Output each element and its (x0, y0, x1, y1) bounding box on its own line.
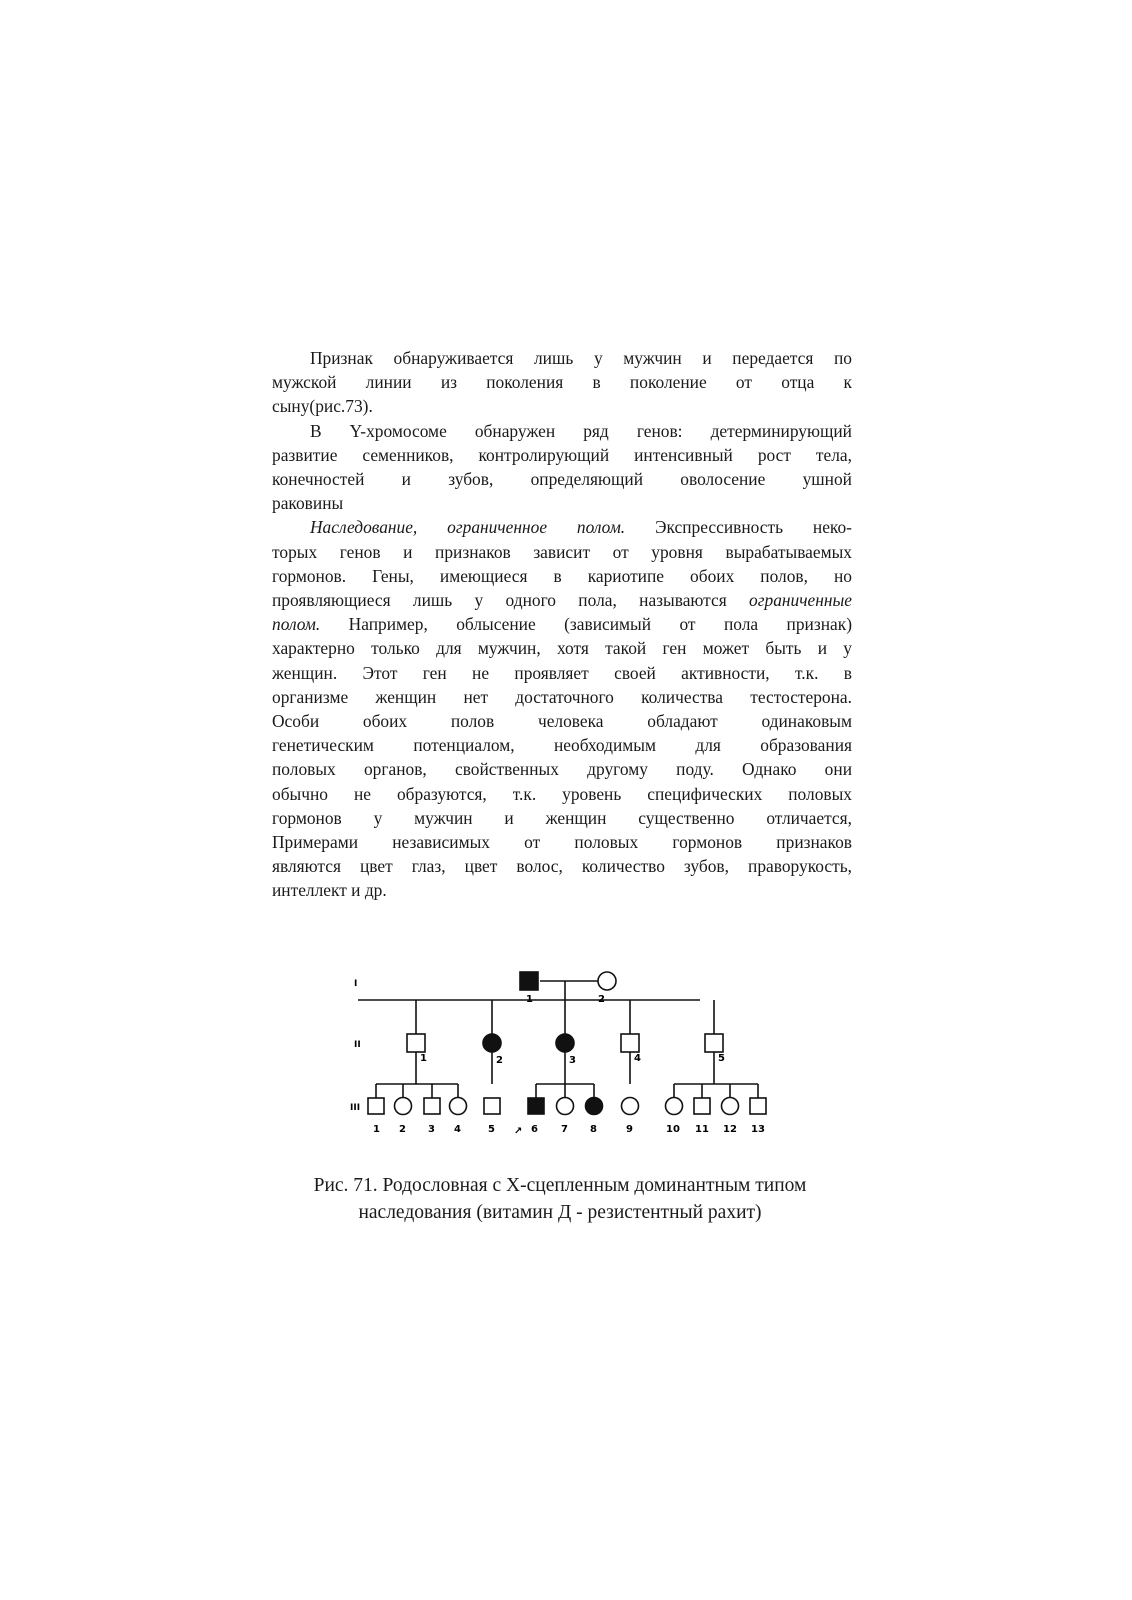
proband-arrow-icon: ↗ (514, 1126, 523, 1137)
text-line: мужской линии из поколения в поколение от отца к (272, 372, 852, 393)
affected-male-symbol (520, 972, 538, 990)
individual-number: 4 (454, 1124, 461, 1135)
affected-male-symbol (528, 1098, 544, 1114)
individual-number: 6 (531, 1124, 538, 1135)
individual-number: 12 (723, 1124, 737, 1135)
italic-term: полом. (272, 614, 321, 635)
italic-term: ограниченные (749, 590, 852, 611)
text-line: обычно не образуются, т.к. уровень специфических половых (272, 783, 852, 804)
caption-line: наследования (витамин Д - резистентный рахит) (358, 1202, 762, 1223)
unaffected-female-symbol (666, 1098, 683, 1115)
individual-number: 8 (590, 1124, 597, 1135)
pedigree-chart (340, 960, 780, 1140)
text-line: Особи обоих полов человека обладают одинаковым (272, 711, 852, 732)
affected-female-symbol (483, 1034, 501, 1052)
unaffected-female-symbol (395, 1098, 412, 1115)
text-line: Наследование, ограниченное полом. Экспрессивность неко- (310, 517, 852, 538)
unaffected-male-symbol (424, 1098, 440, 1114)
individual-number: 1 (420, 1053, 427, 1064)
unaffected-female-symbol (722, 1098, 739, 1115)
italic-heading: Наследование, ограниченное полом. (310, 517, 626, 538)
individual-number: 5 (488, 1124, 495, 1135)
text-line: организме женщин нет достаточного количества тестостерона. (272, 686, 852, 707)
text-line: торых генов и признаков зависит от уровня вырабатываемых (272, 541, 852, 562)
generation-label: I (354, 979, 358, 989)
individual-number: 2 (496, 1055, 503, 1066)
individual-number: 1 (373, 1124, 380, 1135)
individual-number: 4 (634, 1053, 641, 1064)
paragraph-1 (272, 346, 852, 419)
body-text (272, 346, 852, 903)
generation-label: III (350, 1103, 361, 1113)
unaffected-female-symbol (450, 1098, 467, 1115)
text-line: Признак обнаруживается лишь у мужчин и передается по (310, 348, 852, 368)
caption-line: Рис. 71. Родословная с Х-сцепленным доминантным типом (313, 1175, 807, 1196)
unaffected-male-symbol (705, 1034, 723, 1052)
unaffected-male-symbol (750, 1098, 766, 1114)
paragraph-2 (272, 419, 852, 516)
unaffected-female-symbol (622, 1098, 639, 1115)
text-line: Примерами независимых от половых гормонов признаков (272, 832, 852, 853)
affected-female-symbol (556, 1034, 574, 1052)
text-line: характерно только для мужчин, хотя такой ген может быть и у (272, 638, 852, 659)
unaffected-female-symbol (598, 972, 616, 990)
affected-female-symbol (586, 1098, 603, 1115)
individual-number: 10 (666, 1124, 680, 1135)
individual-number: 13 (751, 1124, 765, 1135)
individual-number: 7 (561, 1124, 568, 1135)
text-line: проявляющиеся лишь у одного пола, называются ограниченные (272, 590, 852, 611)
individual-number: 1 (526, 994, 533, 1005)
individual-number: 5 (718, 1053, 725, 1064)
text-line: развитие семенников, контролирующий интенсивный рост тела, (272, 444, 852, 465)
text-line: генетическим потенциалом, необходимым для образования (272, 735, 852, 756)
text-line: конечностей и зубов, определяющий оволосение ушной (272, 469, 852, 490)
text-line: полом. Например, облысение (зависимый от пола признак) (272, 614, 852, 635)
individual-number: 9 (626, 1124, 633, 1135)
text-line: женщин. Этот ген не проявляет своей активности, т.к. в (272, 662, 852, 683)
paragraph-3 (272, 515, 852, 902)
individual-number: 2 (598, 994, 605, 1005)
text-line: интеллект и др. (272, 880, 387, 901)
generation-label: II (354, 1040, 361, 1050)
text-line: сыну(рис.73). (272, 396, 373, 417)
text-line: являются цвет глаз, цвет волос, количество зубов, праворукость, (272, 856, 852, 877)
unaffected-female-symbol (557, 1098, 574, 1115)
individual-number: 3 (428, 1124, 435, 1135)
text-line: гормонов у мужчин и женщин существенно отличается, (272, 807, 852, 828)
text-line: В Y-хромосоме обнаружен ряд генов: детерминирующий (310, 420, 852, 441)
individual-number: 3 (569, 1055, 576, 1066)
unaffected-male-symbol (368, 1098, 384, 1114)
individual-number: 11 (695, 1124, 709, 1135)
individual-number: 2 (399, 1124, 406, 1135)
unaffected-male-symbol (694, 1098, 710, 1114)
figure-caption (260, 1172, 860, 1226)
unaffected-male-symbol (621, 1034, 639, 1052)
text-line: гормонов. Гены, имеющиеся в кариотипе обоих полов, но (272, 565, 852, 586)
unaffected-male-symbol (484, 1098, 500, 1114)
unaffected-male-symbol (407, 1034, 425, 1052)
text-line: половых органов, свойственных другому поду. Однако они (272, 759, 852, 780)
text-line: раковины (272, 493, 344, 514)
